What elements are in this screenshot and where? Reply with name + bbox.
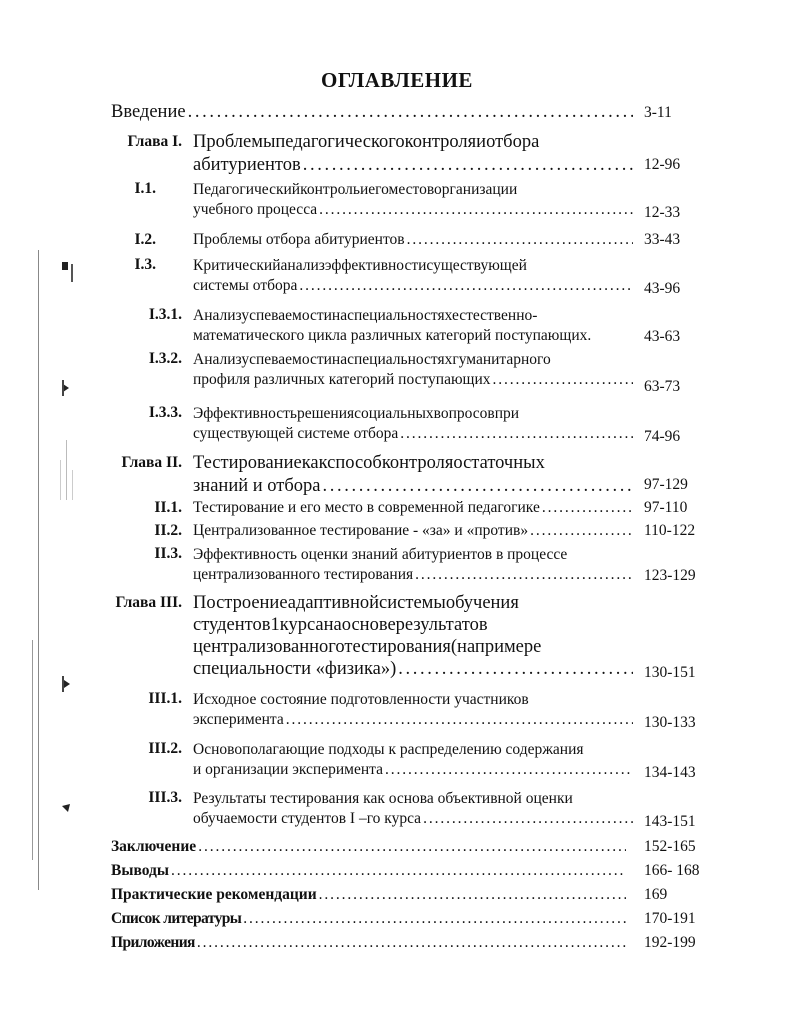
leader-dots — [385, 760, 633, 780]
page-range: 130-151 — [644, 664, 696, 681]
toc-entry-title: Введение — [111, 102, 186, 122]
page-range: 166- 168 — [644, 862, 700, 879]
page-range: 43-96 — [644, 280, 681, 297]
toc-entry-title-line: Проблемыпедагогическогоконтроляиотбора — [193, 132, 540, 152]
toc-entry-title-line: обучаемости студентов I –го курса — [193, 810, 422, 827]
toc-entry-title-line: Построениеадаптивнойсистемыобучения — [193, 593, 519, 613]
leader-dots — [415, 565, 633, 585]
page-range: 74-96 — [644, 428, 681, 445]
toc-entry-title-line: студентов1курсанаосноверезультатов — [193, 615, 488, 635]
leader-dots — [423, 809, 633, 829]
page-range: 97-129 — [644, 476, 688, 493]
toc-entry-title-line: профиля различных категорий поступающих — [193, 371, 491, 388]
toc-entry-title-line: Эффективностьрешениясоциальныхвопросовпри — [193, 405, 520, 422]
leader-dots — [319, 200, 633, 220]
leader-dots — [188, 102, 633, 123]
page-range: 110-122 — [644, 522, 696, 539]
page-range: 123-129 — [644, 567, 696, 584]
page-title: ОГЛАВЛЕНИЕ — [321, 68, 473, 92]
chapter-label: Глава III. — [115, 594, 182, 611]
toc-entry-title-line: Критическийанализэффективностисуществующей — [193, 257, 527, 274]
toc-entry-title-line: учебного процесса — [193, 201, 318, 218]
page-range: 169 — [644, 886, 668, 903]
toc-entry-title: Список литературы — [111, 910, 242, 927]
section-label: II.3. — [154, 545, 182, 562]
leader-dots — [398, 658, 633, 680]
toc-entry-title-line: существующей системе отбора — [193, 425, 399, 442]
section-label: I.1. — [134, 180, 156, 197]
toc-entry-title-line: эксперимента — [193, 711, 284, 728]
leader-dots — [299, 276, 633, 296]
leader-dots — [171, 862, 626, 880]
toc-entry-title-line: Основополагающие подходы к распределению содержания — [193, 741, 584, 758]
page-range: 97-110 — [644, 499, 688, 516]
leader-dots — [319, 886, 626, 904]
page-range: 63-73 — [644, 378, 681, 395]
leader-dots — [198, 838, 626, 856]
toc-entry-title-line: и организации эксперимента — [193, 761, 383, 778]
leader-dots — [243, 910, 626, 928]
section-label: I.3. — [134, 256, 156, 273]
toc-entry-title-line: Анализуспеваемостинаспециальностяхестественно- — [193, 307, 538, 324]
toc-entry-title: Приложения — [111, 934, 195, 951]
toc-entry-title-line: Педагогическийконтрольиегоместоворганизации — [193, 181, 518, 198]
toc-entry-title-line: Тестированиекакспособконтроляостаточных — [193, 453, 545, 473]
toc-entry-title-line: математического цикла различных категорий поступающих. — [193, 327, 592, 344]
toc-entry-title: Заключение — [111, 838, 197, 855]
section-label: III.2. — [148, 740, 182, 757]
toc-entry-title: Выводы — [111, 862, 169, 879]
toc-entry-title-line: Результаты тестирования как основа объективной оценки — [193, 790, 573, 807]
page-range: 170-191 — [644, 910, 696, 927]
toc-entry-title-line: централизованноготестирования(напримере — [193, 637, 542, 657]
section-label: I.3.2. — [148, 350, 182, 367]
page-range: 152-165 — [644, 838, 696, 855]
toc-entry-title: Проблемы отбора абитуриентов — [193, 231, 405, 248]
leader-dots — [197, 934, 626, 952]
section-label: I.3.1. — [148, 306, 182, 323]
toc-entry-title-line: знаний и отбора — [193, 476, 321, 496]
toc-entry-title: Практические рекомендации — [111, 886, 317, 903]
chapter-label: Глава II. — [121, 454, 182, 471]
toc-entry-title-line: системы отбора — [193, 277, 298, 294]
section-label: III.1. — [148, 690, 182, 707]
page-range: 192-199 — [644, 934, 696, 951]
page-range: 43-63 — [644, 328, 681, 345]
toc-entry-title: Централизованное тестирование - «за» и «против» — [193, 522, 529, 539]
leader-dots — [407, 231, 633, 249]
toc-entry-title-line: централизованного тестирования — [193, 566, 414, 583]
section-label: I.3.3. — [148, 404, 182, 421]
page-range: 130-133 — [644, 714, 696, 731]
page-range: 33-43 — [644, 231, 681, 248]
toc-entry-title-line: Анализуспеваемостинаспециальностяхгуманитарного — [193, 351, 551, 368]
page-range: 12-96 — [644, 156, 681, 173]
page-range: 143-151 — [644, 813, 696, 830]
section-label: II.1. — [154, 499, 182, 516]
toc-entry-title-line: специальности «физика») — [193, 659, 397, 679]
leader-dots — [400, 424, 633, 444]
leader-dots — [542, 499, 633, 517]
page-range: 12-33 — [644, 204, 681, 221]
section-label: II.2. — [154, 522, 182, 539]
leader-dots — [286, 710, 633, 730]
chapter-label: Глава I. — [127, 133, 182, 150]
section-label: I.2. — [134, 231, 156, 248]
toc-entry-title-line: Исходное состояние подготовленности участников — [193, 691, 529, 708]
page-range: 3-11 — [644, 104, 672, 121]
leader-dots — [323, 475, 634, 498]
toc-entry-title: Тестирование и его место в современной педагогике — [193, 499, 540, 516]
leader-dots — [303, 154, 633, 177]
leader-dots — [493, 370, 633, 390]
section-label: III.3. — [148, 789, 182, 806]
page-range: 134-143 — [644, 764, 696, 781]
toc-entry-title-line: абитуриентов — [193, 155, 301, 175]
toc-entry-title-line: Эффективность оценки знаний абитуриентов в процессе — [193, 546, 568, 563]
leader-dots — [530, 522, 633, 540]
